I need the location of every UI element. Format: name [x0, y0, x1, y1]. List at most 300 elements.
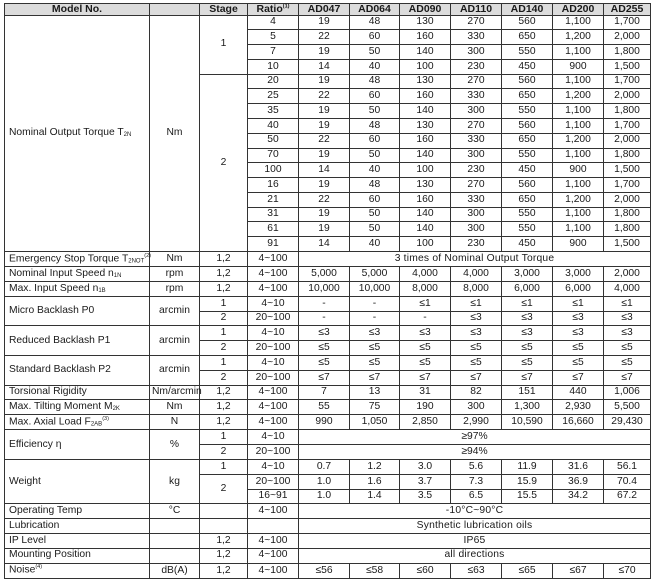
value-cell: 34.2	[553, 489, 604, 504]
value-cell: 55	[299, 400, 350, 415]
value-cell: ≤5	[553, 341, 604, 356]
value-cell: 19	[299, 178, 350, 193]
ip-level-label: IP Level	[5, 533, 150, 548]
value-cell: -	[299, 311, 350, 326]
stage-cell: 1	[200, 326, 248, 341]
value-cell: 100	[400, 237, 451, 252]
value-cell: ≤5	[502, 341, 553, 356]
ratio-cell: 4~100	[248, 533, 299, 548]
value-cell: 330	[451, 192, 502, 207]
value-cell: 100	[400, 163, 451, 178]
value-cell: 29,430	[604, 415, 651, 430]
value-cell: 560	[502, 15, 553, 30]
value-cell: 14	[299, 59, 350, 74]
stage-cell: 1,2	[200, 385, 248, 400]
value-cell: 1,100	[553, 74, 604, 89]
value-cell: 550	[502, 207, 553, 222]
model-header: AD064	[350, 4, 400, 16]
value-cell: 140	[400, 207, 451, 222]
value-cell: 650	[502, 30, 553, 45]
nominal-input-speed	[5, 267, 651, 282]
value-cell: 1,200	[553, 30, 604, 45]
ratio-cell: 4~100	[248, 267, 299, 282]
ratio-cell: 61	[248, 222, 299, 237]
value-cell: 15.5	[502, 489, 553, 504]
max-tilting-moment-label: Max. Tilting Moment $M_{2K}$	[5, 400, 150, 415]
ratio-cell: 4~100	[248, 400, 299, 415]
value-cell: 1,500	[604, 163, 651, 178]
value-cell: ≤3	[350, 326, 400, 341]
value-cell: 1,700	[604, 118, 651, 133]
value-cell: ≤7	[350, 370, 400, 385]
value-cell: 50	[350, 207, 400, 222]
reduced-backlash-label: Reduced Backlash P1	[5, 326, 150, 356]
value-cell: 22	[299, 89, 350, 104]
value-cell: 10,590	[502, 415, 553, 430]
ratio-cell: 4~100	[248, 252, 299, 267]
model-header: AD200	[553, 4, 604, 16]
stage-cell: 1,2	[200, 252, 248, 267]
ratio-cell: 4~10	[248, 356, 299, 371]
value-cell: ≤5	[553, 356, 604, 371]
value-cell: 650	[502, 192, 553, 207]
efficiency-row-label: Efficiency η	[5, 430, 150, 460]
unit-cell: arcmin	[150, 326, 200, 356]
value-cell: 19	[299, 222, 350, 237]
value-cell: 1,100	[553, 207, 604, 222]
value-cell: 4,000	[400, 267, 451, 282]
value-cell: 19	[299, 118, 350, 133]
ratio-cell: 4~100	[248, 282, 299, 297]
stage-cell: 1,2	[200, 400, 248, 415]
value-cell: ≤5	[400, 356, 451, 371]
value-cell: 300	[451, 207, 502, 222]
value-cell: ≤7	[299, 370, 350, 385]
ratio-cell: 31	[248, 207, 299, 222]
value-cell: 40	[350, 59, 400, 74]
stage-cell: 2	[200, 311, 248, 326]
value-cell: 270	[451, 15, 502, 30]
unit-cell: arcmin	[150, 296, 200, 326]
operating-temp-label: Operating Temp	[5, 504, 150, 519]
value-cell: 1,300	[502, 400, 553, 415]
value-cell: ≤7	[502, 370, 553, 385]
value-cell: 1,200	[553, 192, 604, 207]
value-cell: ≤3	[604, 326, 651, 341]
value-cell: ≤1	[502, 296, 553, 311]
value-cell: 5,500	[604, 400, 651, 415]
value-cell: 1,100	[553, 222, 604, 237]
value-cell: 60	[350, 133, 400, 148]
value-cell: 70.4	[604, 474, 651, 489]
value-cell: 300	[451, 104, 502, 119]
lubrication	[5, 519, 651, 534]
value-cell: 60	[350, 192, 400, 207]
value-cell: 160	[400, 30, 451, 45]
value-cell: 31.6	[553, 460, 604, 475]
ratio-cell: 20~100	[248, 445, 299, 460]
value-cell: 330	[451, 30, 502, 45]
ip-level	[5, 533, 651, 548]
value-cell: 550	[502, 45, 553, 60]
value-cell: 270	[451, 178, 502, 193]
value-cell: 130	[400, 74, 451, 89]
value-cell: 48	[350, 118, 400, 133]
value-cell: ≤56	[299, 563, 350, 579]
stage-cell: 1,2	[200, 415, 248, 430]
ratio-cell: 50	[248, 133, 299, 148]
value-cell: ≥94%	[299, 445, 651, 460]
value-cell: 67.2	[604, 489, 651, 504]
value-cell: 75	[350, 400, 400, 415]
value-cell: 2,990	[451, 415, 502, 430]
emergency-stop-torque	[5, 252, 651, 267]
value-cell: ≤60	[400, 563, 451, 579]
value-cell: ≤3	[553, 326, 604, 341]
unit-cell: arcmin	[150, 356, 200, 386]
header-row	[5, 4, 651, 16]
value-cell: 40	[350, 163, 400, 178]
unit-cell: %	[150, 430, 200, 460]
value-cell: 330	[451, 133, 502, 148]
value-cell: 1,100	[553, 178, 604, 193]
value-cell: ≤5	[604, 341, 651, 356]
value-cell: -	[400, 311, 451, 326]
value-cell: 1,700	[604, 15, 651, 30]
model-no-header: Model No.	[5, 4, 150, 16]
value-cell: ≤3	[451, 326, 502, 341]
noise	[5, 563, 651, 579]
ratio-cell: 4~100	[248, 385, 299, 400]
ratio-cell: 4~100	[248, 504, 299, 519]
value-cell: 16,660	[553, 415, 604, 430]
model-header: AD110	[451, 4, 502, 16]
micro-backlash-label: Micro Backlash P0	[5, 296, 150, 326]
value-cell: -	[350, 311, 400, 326]
value-cell: 1,700	[604, 178, 651, 193]
value-cell: ≤7	[400, 370, 451, 385]
ratio-cell: 20	[248, 74, 299, 89]
max-tilting-moment	[5, 400, 651, 415]
value-cell: 40	[350, 237, 400, 252]
stage-cell: 1	[200, 296, 248, 311]
value-cell: 1.6	[350, 474, 400, 489]
operating-temp	[5, 504, 651, 519]
value-cell: 230	[451, 237, 502, 252]
value-cell: 160	[400, 192, 451, 207]
value-cell: 1,500	[604, 237, 651, 252]
unit-cell: Nm/arcmin	[150, 385, 200, 400]
value-cell: 36.9	[553, 474, 604, 489]
ratio-cell: 91	[248, 237, 299, 252]
value-cell: ≤3	[451, 311, 502, 326]
unit-cell	[150, 519, 200, 534]
value-cell: 22	[299, 133, 350, 148]
stage-cell	[200, 504, 248, 519]
value-cell: all directions	[299, 548, 651, 563]
standard-backlash-label: Standard Backlash P2	[5, 356, 150, 386]
emergency-stop-torque-label: Emergency Stop Torque $T_{2NOT}^{(2)}$	[5, 252, 150, 267]
value-cell: 450	[502, 163, 553, 178]
value-cell: 19	[299, 104, 350, 119]
value-cell: 1,800	[604, 207, 651, 222]
value-cell: ≤3	[400, 326, 451, 341]
value-cell: 10,000	[299, 282, 350, 297]
value-cell: 330	[451, 89, 502, 104]
value-cell: 2,000	[604, 192, 651, 207]
ratio-cell: 70	[248, 148, 299, 163]
unit-cell: dB(A)	[150, 563, 200, 579]
standard-backlash	[5, 356, 651, 371]
value-cell: Synthetic lubrication oils	[299, 519, 651, 534]
ratio-cell: 4~100	[248, 548, 299, 563]
max-input-speed-label: Max. Input Speed $n_{1B}$	[5, 282, 150, 297]
ratio-cell: 20~100	[248, 474, 299, 489]
value-cell: 1.4	[350, 489, 400, 504]
value-cell: 130	[400, 15, 451, 30]
value-cell: 19	[299, 148, 350, 163]
value-cell: 4,000	[451, 267, 502, 282]
value-cell: 5,000	[299, 267, 350, 282]
value-cell: 130	[400, 178, 451, 193]
value-cell: 990	[299, 415, 350, 430]
value-cell: 140	[400, 222, 451, 237]
stage-cell: 2	[200, 74, 248, 251]
value-cell: 140	[400, 104, 451, 119]
value-cell: ≤3	[604, 311, 651, 326]
ratio-cell: 100	[248, 163, 299, 178]
value-cell: 300	[451, 45, 502, 60]
value-cell: ≤7	[451, 370, 502, 385]
value-cell: 14	[299, 163, 350, 178]
value-cell: 4,000	[604, 282, 651, 297]
torque-row	[5, 15, 651, 30]
reduced-backlash	[5, 326, 651, 341]
value-cell: 6,000	[502, 282, 553, 297]
value-cell: 3,000	[553, 267, 604, 282]
ratio-cell: 7	[248, 45, 299, 60]
value-cell: 1,100	[553, 148, 604, 163]
nominal-output-torque-label: Nominal Output Torque $T_{2N}$	[5, 15, 150, 252]
value-cell: 550	[502, 222, 553, 237]
ratio-cell: 4~10	[248, 326, 299, 341]
stage-cell: 1	[200, 356, 248, 371]
value-cell: 6,000	[553, 282, 604, 297]
ratio-cell: 40	[248, 118, 299, 133]
value-cell: 2,000	[604, 89, 651, 104]
ratio-cell: 20~100	[248, 311, 299, 326]
value-cell: 900	[553, 163, 604, 178]
value-cell: 1,700	[604, 74, 651, 89]
value-cell: 1,800	[604, 104, 651, 119]
value-cell: ≤65	[502, 563, 553, 579]
value-cell: 140	[400, 45, 451, 60]
value-cell: 1,200	[553, 133, 604, 148]
value-cell: 3.5	[400, 489, 451, 504]
value-cell: ≤1	[604, 296, 651, 311]
value-cell: 19	[299, 15, 350, 30]
lubrication-label: Lubrication	[5, 519, 150, 534]
ratio-cell: 4~10	[248, 430, 299, 445]
torsional-rigidity	[5, 385, 651, 400]
value-cell: 900	[553, 237, 604, 252]
weight-row-label: Weight	[5, 460, 150, 504]
value-cell: -10°C~90°C	[299, 504, 651, 519]
value-cell: 1,006	[604, 385, 651, 400]
value-cell: 151	[502, 385, 553, 400]
value-cell: 19	[299, 45, 350, 60]
value-cell: 300	[451, 148, 502, 163]
value-cell: 270	[451, 74, 502, 89]
value-cell: 300	[451, 222, 502, 237]
value-cell: 60	[350, 30, 400, 45]
value-cell: ≤5	[451, 341, 502, 356]
value-cell: 48	[350, 15, 400, 30]
value-cell: ≤1	[451, 296, 502, 311]
value-cell: 7.3	[451, 474, 502, 489]
value-cell: ≤63	[451, 563, 502, 579]
value-cell: 550	[502, 104, 553, 119]
value-cell: 2,000	[604, 267, 651, 282]
value-cell: 2,930	[553, 400, 604, 415]
value-cell: ≤3	[553, 311, 604, 326]
value-cell: 3 times of Nominal Output Torque	[299, 252, 651, 267]
model-header: AD255	[604, 4, 651, 16]
value-cell: ≤5	[604, 356, 651, 371]
value-cell: 560	[502, 74, 553, 89]
max-input-speed	[5, 282, 651, 297]
stage-cell: 1,2	[200, 548, 248, 563]
ratio-cell: 4	[248, 15, 299, 30]
value-cell: 2,000	[604, 30, 651, 45]
ratio-cell: 20~100	[248, 341, 299, 356]
value-cell: 50	[350, 148, 400, 163]
unit-cell: Nm	[150, 252, 200, 267]
value-cell: 1,500	[604, 59, 651, 74]
value-cell: 440	[553, 385, 604, 400]
unit-cell: N	[150, 415, 200, 430]
unit-cell: rpm	[150, 282, 200, 297]
torsional-rigidity-label: Torsional Rigidity	[5, 385, 150, 400]
stage-cell	[200, 519, 248, 534]
value-cell: ≤5	[400, 341, 451, 356]
value-cell: 56.1	[604, 460, 651, 475]
value-cell: ≤3	[299, 326, 350, 341]
value-cell: 22	[299, 30, 350, 45]
value-cell: 5.6	[451, 460, 502, 475]
value-cell: 14	[299, 237, 350, 252]
value-cell: 1.2	[350, 460, 400, 475]
stage-cell: 2	[200, 474, 248, 504]
value-cell: 160	[400, 89, 451, 104]
ratio-cell: 4~100	[248, 563, 299, 579]
stage-cell: 2	[200, 445, 248, 460]
ratio-cell: 21	[248, 192, 299, 207]
value-cell: ≤5	[451, 356, 502, 371]
value-cell: 50	[350, 104, 400, 119]
value-cell: 100	[400, 59, 451, 74]
value-cell: 1.0	[299, 474, 350, 489]
value-cell: 1,100	[553, 15, 604, 30]
value-cell: ≤5	[350, 341, 400, 356]
value-cell: 1,800	[604, 222, 651, 237]
efficiency-row	[5, 430, 651, 445]
value-cell: 31	[400, 385, 451, 400]
value-cell: 8,000	[451, 282, 502, 297]
nominal-input-speed-label: Nominal Input Speed $n_{1N}$	[5, 267, 150, 282]
ratio-cell: 4~10	[248, 296, 299, 311]
value-cell: 270	[451, 118, 502, 133]
model-header: AD140	[502, 4, 553, 16]
value-cell: 1,100	[553, 104, 604, 119]
value-cell: ≤5	[350, 356, 400, 371]
value-cell: 10,000	[350, 282, 400, 297]
ratio-cell: 10	[248, 59, 299, 74]
value-cell: -	[350, 296, 400, 311]
value-cell: 230	[451, 163, 502, 178]
value-cell: 8,000	[400, 282, 451, 297]
value-cell: -	[299, 296, 350, 311]
value-cell: 1,100	[553, 118, 604, 133]
stage-cell: 1,2	[200, 563, 248, 579]
value-cell: 19	[299, 207, 350, 222]
stage-cell: 1	[200, 460, 248, 475]
value-cell: 3.0	[400, 460, 451, 475]
value-cell: 3.7	[400, 474, 451, 489]
value-cell: 11.9	[502, 460, 553, 475]
value-cell: 19	[299, 74, 350, 89]
ratio-cell: 20~100	[248, 370, 299, 385]
value-cell: 560	[502, 178, 553, 193]
value-cell: 160	[400, 133, 451, 148]
mounting-position	[5, 548, 651, 563]
ratio-cell: 5	[248, 30, 299, 45]
ratio-cell: 25	[248, 89, 299, 104]
value-cell: 900	[553, 59, 604, 74]
value-cell: 50	[350, 45, 400, 60]
value-cell: ≤5	[299, 356, 350, 371]
value-cell: 7	[299, 385, 350, 400]
value-cell: 2,000	[604, 133, 651, 148]
stage-cell: 2	[200, 370, 248, 385]
ratio-cell: 16~91	[248, 489, 299, 504]
ratio-cell: 4~100	[248, 415, 299, 430]
max-axial-load	[5, 415, 651, 430]
value-cell: ≤1	[553, 296, 604, 311]
value-cell: 650	[502, 89, 553, 104]
value-cell: 190	[400, 400, 451, 415]
mounting-position-label: Mounting Position	[5, 548, 150, 563]
value-cell: ≤58	[350, 563, 400, 579]
ratio-cell	[248, 519, 299, 534]
value-cell: 48	[350, 74, 400, 89]
value-cell: ≤7	[604, 370, 651, 385]
weight-row	[5, 460, 651, 475]
unit-cell	[150, 548, 200, 563]
max-axial-load-label: Max. Axial Load $F_{2AB}^{(3)}$	[5, 415, 150, 430]
value-cell: 450	[502, 59, 553, 74]
value-cell: 13	[350, 385, 400, 400]
stage-cell: 1,2	[200, 282, 248, 297]
value-cell: 1,800	[604, 45, 651, 60]
value-cell: 560	[502, 118, 553, 133]
value-cell: 650	[502, 133, 553, 148]
value-cell: ≥97%	[299, 430, 651, 445]
stage-cell: 1,2	[200, 267, 248, 282]
value-cell: 2,850	[400, 415, 451, 430]
unit-cell: Nm	[150, 15, 200, 252]
model-header: AD047	[299, 4, 350, 16]
